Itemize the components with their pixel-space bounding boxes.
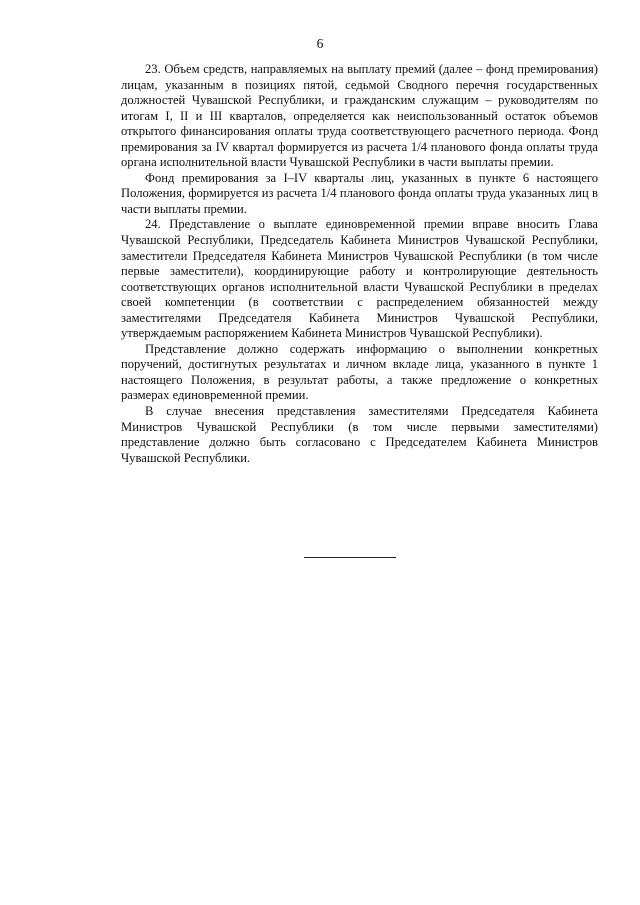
document-body xyxy=(121,62,598,466)
end-divider xyxy=(304,557,396,558)
page-number: 6 xyxy=(316,36,324,51)
paragraph-approval: В случае внесения представления заместителями Председателя Кабинета Министров Чувашской Республики (в том числе первыми заместителями) представление должно быть согласовано с Председателем Кабинета Министров Чувашской Республики. xyxy=(121,404,598,465)
paragraph-item-24: 24. Представление о выплате единовременной премии вправе вносить Глава Чувашской Республики, Председатель Кабинета Министров Чувашской Республики, заместители Председателя Кабинета Министров Чувашской Республики (в том числе первые заместители), координирующие работу и контролирующие деятельность соответствующих органов исполнительной власти Чувашской Республики в пределах своей компетенции (в соответствии с распределением обязанностей между заместителями Председателя Кабинета Министров Чувашской Республики, утверждаемым распоряжением Кабинета Министров Чувашской Республики). xyxy=(121,217,598,341)
paragraph-item-23: 23. Объем средств, направляемых на выплату премий (далее – фонд премирования) лицам, указанным в позициях пятой, седьмой Сводного перечня государственных должностей Чувашской Республики, и гражданским служащим – руководителям по итогам I, II и III кварталов, определяется как неиспользованный остаток объемов открытого финансирования оплаты труда соответствующего расчетного периода. Фонд премирования за IV квартал формируется из расчета 1/4 планового фонда оплаты труда органа исполнительной власти Чувашской Республики в части выплаты премии. xyxy=(121,62,598,170)
paragraph-bonus-fund: Фонд премирования за I–IV кварталы лиц, указанных в пункте 6 настоящего Положения, формируется из расчета 1/4 планового фонда оплаты труда указанных лиц в части выплаты премии. xyxy=(121,170,598,216)
paragraph-submission-content: Представление должно содержать информацию о выполнении конкретных поручений, достигнутых результатах и личном вкладе лица, указанного в пункте 1 настоящего Положения, в результат работы, а также предложение о конкретных размерах единовременной премии. xyxy=(121,341,598,403)
